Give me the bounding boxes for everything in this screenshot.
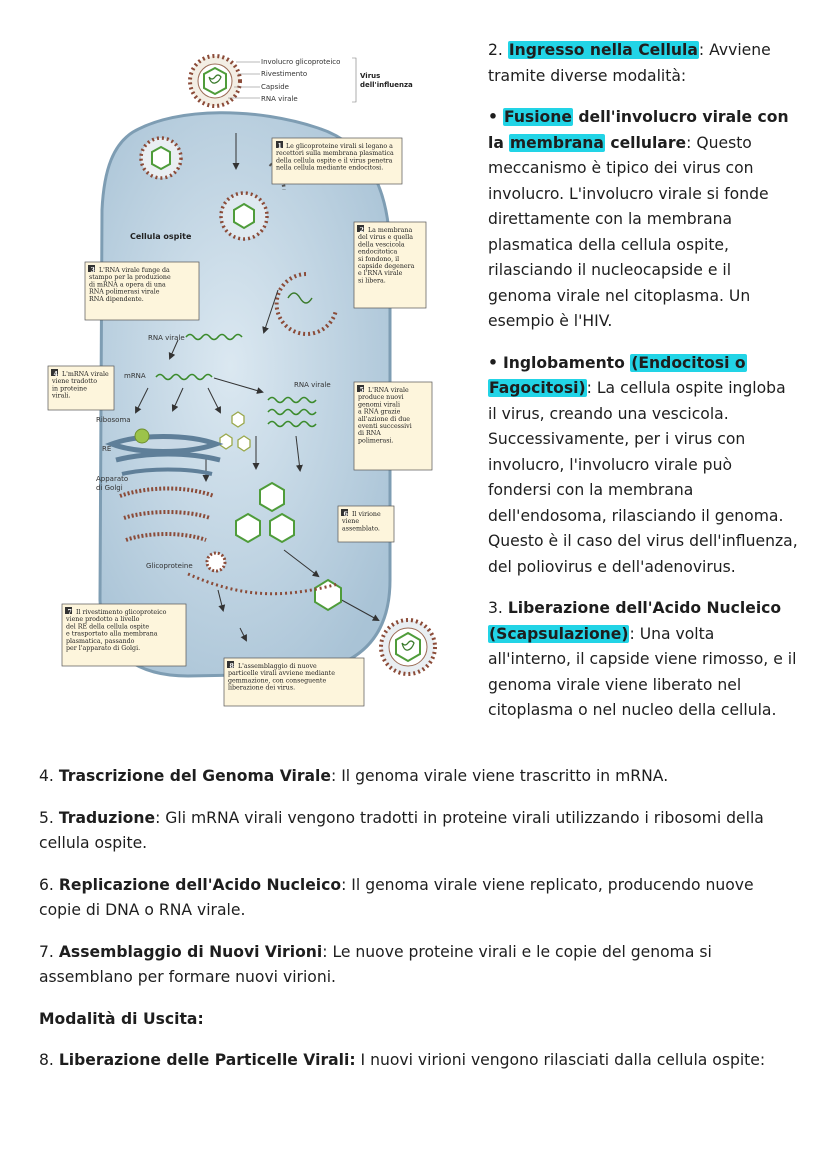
fusion-paragraph (488, 105, 798, 335)
release-paragraph (39, 1048, 799, 1074)
engulf-bullet: • (488, 353, 498, 372)
caption-line: della vescicola (358, 241, 405, 249)
glycoprotein-vesicle-icon (207, 553, 225, 571)
p5-title: Traduzione (58, 808, 156, 827)
p4-title: Trascrizione del Genoma Virale (58, 767, 331, 785)
step-number-5: 5 (359, 387, 364, 394)
caption-line: viene tradotto (52, 378, 98, 386)
caption-step-5 (354, 382, 432, 470)
p7-number: 7. (39, 942, 54, 961)
caption-step-2 (354, 222, 426, 308)
caption-line: viene (342, 518, 360, 526)
step-number-4: 4 (53, 371, 58, 378)
caption-line: virali. (52, 392, 71, 400)
fusion-bullet: • (488, 108, 498, 126)
caption-line: del RE della cellula ospite (66, 623, 150, 631)
caption-line: produce nuovi (358, 394, 404, 402)
caption-line: liberazione dei virus. (228, 684, 296, 692)
caption-line: in proteine (52, 385, 87, 393)
caption-line: di mRNA a opera di una (89, 281, 166, 289)
entry-text: : Avviene tramite diverse modalità: (488, 41, 771, 85)
caption-step-6 (338, 506, 394, 542)
bottom-text (39, 764, 799, 1090)
caption-line: del virus e quella (358, 234, 413, 242)
step-number-8: 8 (229, 663, 234, 670)
entry-paragraph (488, 38, 798, 89)
label-host-cell: Cellula ospite (130, 232, 192, 241)
label-glycoproteins: Glicoproteine (146, 562, 193, 570)
label-mrna: mRNA (124, 372, 146, 380)
caption-line: La membrana (368, 227, 413, 234)
label-re: RE (102, 445, 112, 453)
p8-title: Liberazione delle Particelle Virali: (58, 1051, 356, 1069)
p7-title: Assemblaggio di Nuovi Virioni (58, 942, 323, 961)
phagocytosis-highlight: Fagocitosi) (489, 379, 586, 397)
caption-line: e trasportato alla membrana (66, 630, 158, 638)
legend-envelope: Involucro glicoproteico (261, 58, 341, 66)
endocytosed-virus-icon (141, 138, 181, 178)
caption-line: della cellula ospite e il virus penetra (276, 157, 393, 165)
lifecycle-diagram (38, 40, 478, 720)
caption-line: capside degenera (358, 263, 415, 270)
legend-capsid: Capside (261, 83, 289, 91)
budding-virus-icon (381, 620, 435, 674)
caption-line: L'mRNA virale (62, 371, 109, 378)
caption-line: L'RNA virale (368, 387, 409, 394)
label-golgi-2: di Golgi (96, 484, 123, 492)
label-ribosome: Ribosoma (96, 416, 131, 424)
caption-step-8 (224, 658, 364, 706)
uncoating-number: 3. (488, 599, 503, 617)
caption-line: particelle virali avviene mediante (228, 670, 335, 678)
replication-paragraph (39, 873, 799, 924)
caption-step-1 (272, 138, 402, 184)
caption-line: L'assemblaggio di nuove (238, 663, 317, 670)
p8-number: 8. (39, 1051, 54, 1069)
p8-text: I nuovi virioni vengono rilasciati dalla cellula ospite: (355, 1051, 766, 1069)
caption-line: polimerasi. (358, 437, 394, 445)
caption-line: nella cellula mediante endocitosi. (276, 164, 384, 172)
engulf-text: : La cellula ospite ingloba il virus, creando una vescicola. Successivamente, per i virus con involucro, l'involucro virale può fondersi con la membrana dell'endosoma, rilasciando il genoma. Questo è il caso del virus dell'influenza, del poliovirus e dell'adenovirus. (488, 379, 798, 576)
p5-text: : Gli mRNA virali vengono tradotti in proteine virali utilizzando i ribosomi della cellula ospite. (39, 808, 764, 852)
fusion-text: : Questo meccanismo è tipico dei virus con involucro. L'involucro virale si fonde direttamente con la membrana plasmatica della cellula ospite, rilasciando il nucleocapside e il genoma virale nel citoplasma. Un esempio è l'HIV. (488, 133, 769, 330)
caption-line: si fondono, il (358, 255, 400, 263)
caption-line: di RNA (358, 430, 381, 438)
caption-line: viene prodotto a livello (66, 616, 140, 624)
uncoating-text: : Una volta all'interno, il capside viene rimosso, e il genoma virale viene liberato nel citoplasma o nel nucleo della cellula. (488, 624, 797, 719)
caption-line: all'azione di due (358, 415, 411, 423)
fusion-bold-1: dell'involucro virale con la (488, 108, 789, 152)
legend-virus-title-1: Virus (360, 72, 381, 80)
caption-step-4 (48, 366, 114, 410)
p4-number: 4. (39, 767, 54, 785)
uncoating-highlight: (Scapsulazione) (489, 624, 629, 643)
caption-line: assemblato. (342, 525, 380, 533)
influenza-virus-icon (190, 56, 240, 106)
caption-line: RNA dipendente. (89, 295, 144, 303)
right-text-column (488, 38, 798, 740)
p6-text: : Il genoma virale viene replicato, producendo nuove copie di DNA o RNA virale. (39, 875, 754, 919)
legend-coat: Rivestimento (261, 70, 308, 78)
step-number-6: 6 (343, 511, 348, 518)
label-golgi-1: Apparato (96, 475, 129, 483)
step-number-2: 2 (359, 227, 364, 234)
engulf-title: Inglobamento (502, 353, 631, 372)
fusion-highlight: Fusione (503, 108, 572, 126)
caption-line: endocitotica (358, 248, 398, 256)
caption-line: Le glicoproteine virali si legano a (286, 143, 393, 150)
caption-line: si libera. (358, 277, 386, 285)
engulfment-paragraph (488, 351, 798, 581)
p5-number: 5. (39, 808, 54, 827)
caption-line: e l'RNA virale (358, 270, 403, 278)
caption-line: stampo per la produzione (89, 274, 171, 282)
caption-line: gemmazione, con conseguente (228, 677, 327, 685)
caption-step-7 (62, 604, 186, 666)
caption-line: L'RNA virale funge da (99, 267, 170, 274)
legend-virus-title-2: dell'influenza (360, 81, 413, 89)
uncoating-title: Liberazione dell'Acido Nucleico (507, 599, 782, 617)
step-number-7: 7 (67, 609, 72, 616)
endocytosis-highlight: (Endocitosi o (631, 353, 746, 372)
label-viral-rna-2: RNA virale (294, 381, 331, 389)
virus-lifecycle-figure (38, 40, 478, 720)
uncoating-paragraph (488, 596, 798, 724)
caption-line: per l'apparato di Golgi. (66, 645, 141, 652)
p7-text: : Le nuove proteine virali e le copie del genoma si assemblano per formare nuovi virioni. (39, 942, 712, 986)
step-number-3: 3 (90, 267, 95, 274)
caption-line: recettori sulla membrana plasmatica (276, 150, 394, 158)
caption-line: genomi virali (358, 401, 400, 409)
exit-heading-text: Modalità di Uscita: (39, 1009, 204, 1028)
label-viral-rna-1: RNA virale (148, 334, 185, 342)
legend-rna: RNA virale (261, 95, 298, 103)
fusion-bold-2: cellulare (604, 133, 687, 152)
exit-heading (39, 1007, 799, 1033)
transcription-paragraph (39, 764, 799, 790)
caption-line: Il rivestimento glicoproteico (76, 609, 167, 616)
entry-title: Ingresso nella Cellula (508, 41, 698, 59)
entry-number: 2. (488, 41, 503, 59)
step-number-1: 1 (277, 143, 282, 150)
p6-number: 6. (39, 875, 54, 894)
caption-line: a RNA grazie (358, 408, 401, 416)
caption-line: Il virione (352, 511, 381, 518)
p6-title: Replicazione dell'Acido Nucleico (58, 875, 342, 894)
caption-step-3 (85, 262, 199, 320)
caption-line: plasmatica, passando (66, 637, 135, 645)
membrane-highlight: membrana (509, 133, 604, 152)
p4-text: : Il genoma virale viene trascritto in mRNA. (330, 767, 669, 785)
translation-paragraph (39, 806, 799, 857)
caption-line: RNA polimerasi virale (89, 288, 160, 296)
vesicle-virus-icon (221, 193, 267, 239)
svg-text:1Le glicoproteine virali si le (276, 143, 394, 172)
assembly-paragraph (39, 940, 799, 991)
ribosome-icon (135, 429, 149, 443)
caption-line: eventi successivi (358, 423, 412, 430)
